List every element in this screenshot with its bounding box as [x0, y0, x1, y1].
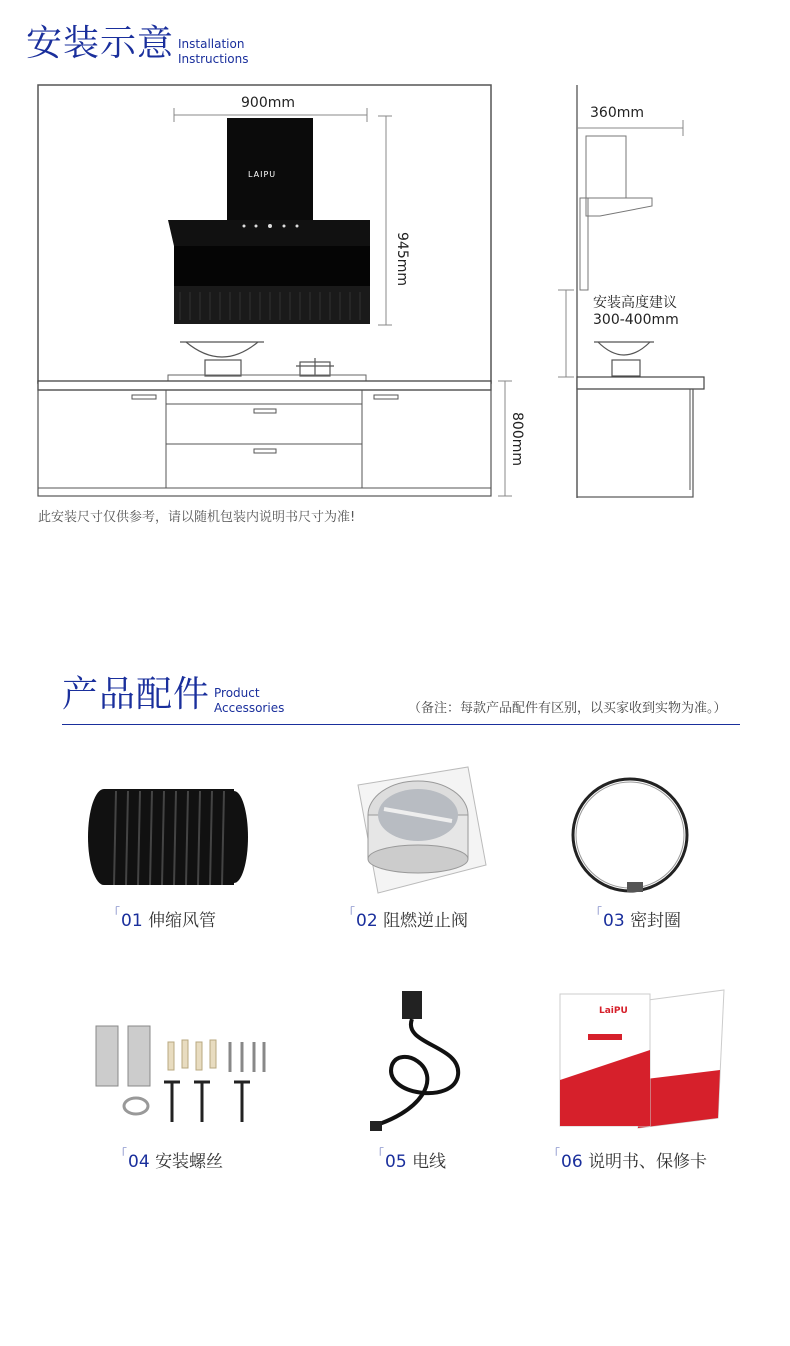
screws-image — [92, 1020, 272, 1120]
accessory-number: 06 — [561, 1152, 583, 1172]
label-bracket: 「 — [108, 906, 121, 920]
manual-cards-image — [558, 990, 728, 1130]
accessory-name: 阻燃逆止阀 — [383, 911, 469, 931]
accessory-label-06 — [548, 1147, 707, 1172]
accessory-name: 说明书、保修卡 — [588, 1152, 708, 1172]
hood-brand-logo: LAIPU — [248, 170, 277, 179]
installation-subtitle-line1: Installation — [178, 37, 245, 51]
label-bracket: 「 — [115, 1147, 128, 1161]
label-bracket: 「 — [590, 906, 603, 920]
accessories-divider — [62, 724, 740, 725]
accessory-name: 伸缩风管 — [148, 911, 217, 931]
accessory-label-02 — [343, 906, 468, 931]
suggested-height-line2: 300-400mm — [593, 312, 679, 328]
label-bracket: 「 — [343, 906, 356, 920]
accessory-label-01 — [108, 906, 216, 931]
accessory-number: 03 — [603, 911, 625, 931]
power-cord-image — [362, 985, 472, 1135]
manual-brand-logo: LaiPU — [599, 1006, 628, 1016]
accessory-number: 02 — [356, 911, 378, 931]
accessories-note: （备注：每款产品配件有区别，以买家收到实物为准。） — [408, 701, 727, 716]
suggested-height-line1: 安装高度建议 — [593, 295, 677, 311]
accessory-name: 电线 — [412, 1152, 447, 1172]
width-dimension-label: 900mm — [241, 95, 295, 111]
cabinet-height-label: 800mm — [509, 412, 525, 466]
accessory-label-03 — [590, 906, 681, 931]
seal-ring-image — [567, 772, 697, 902]
accessories-subtitle-line2: Accessories — [214, 701, 285, 715]
accessories-title: 产品配件 — [62, 674, 211, 715]
accessory-number: 01 — [121, 911, 143, 931]
installation-subtitle-line2: Instructions — [178, 52, 249, 66]
accessory-label-05 — [372, 1147, 446, 1172]
accessory-label-04 — [115, 1147, 223, 1172]
accessories-subtitle-line1: Product — [214, 686, 260, 700]
label-bracket: 「 — [372, 1147, 385, 1161]
duct-hose-image — [84, 785, 254, 895]
height-dimension-label: 945mm — [394, 232, 410, 286]
accessory-name: 密封圈 — [630, 911, 682, 931]
label-bracket: 「 — [548, 1147, 561, 1161]
hood-body — [168, 220, 370, 246]
check-valve-image — [338, 765, 488, 895]
accessory-number: 05 — [385, 1152, 407, 1172]
installation-note: 此安装尺寸仅供参考，请以随机包装内说明书尺寸为准! — [38, 510, 356, 525]
installation-title: 安装示意 — [26, 23, 175, 64]
accessory-name: 安装螺丝 — [155, 1152, 224, 1172]
accessory-number: 04 — [128, 1152, 150, 1172]
side-depth-label: 360mm — [590, 105, 644, 121]
